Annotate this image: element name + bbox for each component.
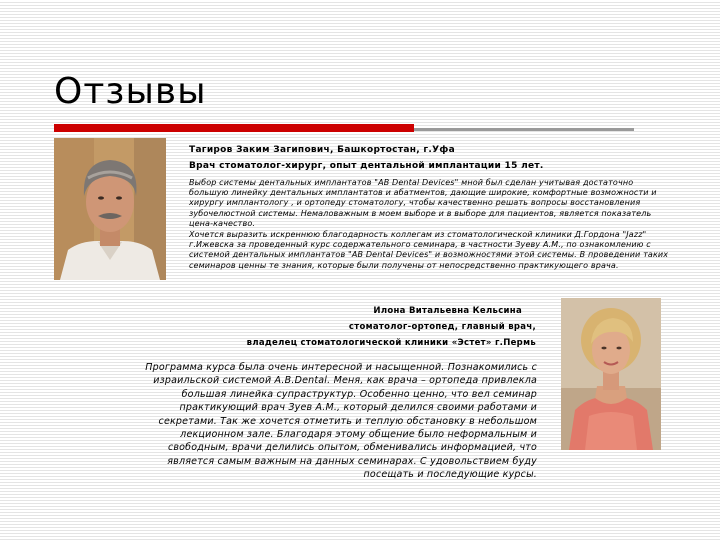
review2-clinic: владелец стоматологической клиники «Эстет» г.Пермь bbox=[246, 338, 536, 348]
review2-line: большая линейка супраструктур. Особенно ценно, что вел семинар bbox=[181, 388, 537, 400]
review2-header bbox=[190, 303, 536, 351]
review2-body bbox=[96, 361, 537, 482]
review2-line: свободным, врачи делились опытом, обменивались информацией, что bbox=[167, 442, 537, 454]
review2-role: стоматолог-ортопед, главный врач, bbox=[348, 322, 536, 332]
portrait-man-illustration bbox=[54, 138, 166, 280]
review2-name: Илона Витальевна Кельсина bbox=[373, 306, 522, 316]
review1-paragraph: Хочется выразить искреннюю благодарность коллегам из стоматологической клиники Д.Гордона "Jazz" г.Ижевска за проведенный курс содержательного семинара, в частности Зуеву А.М., по ознакомлению с системой дентальных имплантатов "AB Dental Devices" и возможностями этой системы. В проведении таких семинаров ценны те знания, которые были получены от непосредственно практикующего врача. bbox=[189, 230, 669, 270]
review1-body bbox=[189, 178, 671, 272]
review2-line: практикующий врач Зуев А.М., который делился своими работами и bbox=[179, 402, 537, 414]
reviewer-photo-man bbox=[54, 138, 166, 280]
review2-line: лекционном зале. Благодаря этому общение было неформальным и bbox=[180, 429, 537, 441]
title-accent-bar bbox=[54, 124, 414, 132]
review1-header bbox=[189, 142, 689, 174]
review2-line: посещать и последующие курсы. bbox=[363, 469, 537, 481]
review1-role: Врач стоматолог-хирург, опыт дентальной имплантации 15 лет. bbox=[189, 161, 544, 171]
review2-line: израильской системой A.B.Dental. Меня, как врача – ортопеда привлекла bbox=[153, 375, 537, 387]
review1-paragraph: Выбор системы дентальных имплантатов "AB Dental Devices" мной был сделан учитывая достаточно большую линейку дентальных имплантатов и абатментов, дающие широкие, комфортные возможности и хирургу имплантологу , и ортопеду стоматологу, чтобы качественно решать вопросы восстановления зубочелюстной системы. Немаловажным в моем выборе и в выборе для пациентов, является показатель цена-качество. bbox=[189, 178, 657, 228]
portrait-woman-illustration bbox=[561, 298, 661, 450]
review2-line: Программа курса была очень интересной и насыщенной. Познакомились с bbox=[145, 362, 537, 373]
reviewer-photo-woman bbox=[561, 298, 661, 450]
slide-title: Отзывы bbox=[54, 71, 207, 112]
review2-line: является самым важным на данных семинарах. С удовольствием буду bbox=[167, 455, 537, 467]
review2-line: секретами. Так же хочется отметить и теплую обстановку в небольшом bbox=[158, 415, 537, 427]
review1-name: Тагиров Заким Загипович, Башкортостан, г.Уфа bbox=[189, 145, 455, 155]
